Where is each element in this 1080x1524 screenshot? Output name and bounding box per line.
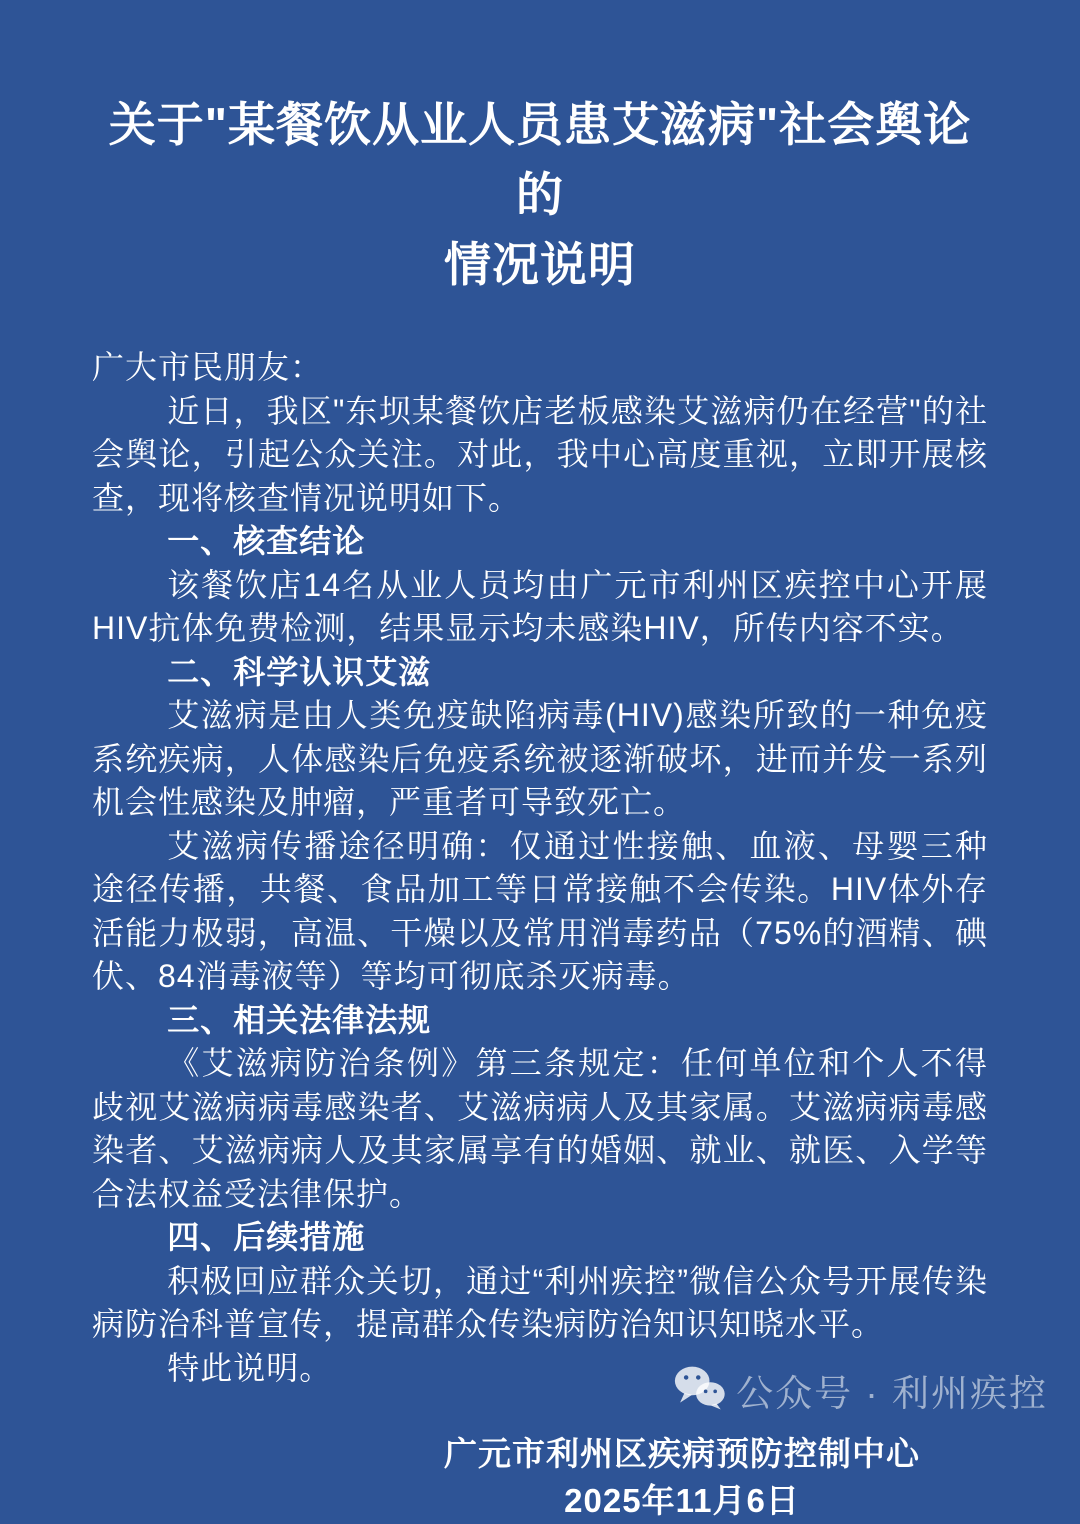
section-heading-2: 二、科学认识艾滋 (167, 653, 432, 690)
signature-date: 2025年11月6日 (564, 1482, 800, 1519)
wechat-icon (674, 1364, 726, 1410)
notice-title-line2: 情况说明 (444, 238, 636, 291)
section-heading-3: 三、相关法律法规 (167, 1001, 432, 1038)
paragraph-section-3: 《艾滋病防治条例》第三条规定：任何单位和个人不得歧视艾滋病病毒感染者、艾滋病病人及其家属。艾滋病病毒感染者、艾滋病病人及其家属享有的婚姻、就业、就医、入学等合法权益受法律保护。 (92, 1045, 988, 1212)
paragraph-section-2a: 艾滋病是由人类免疫缺陷病毒(HIV)感染所致的一种免疫系统疾病，人体感染后免疫系统被逐渐破坏，进而并发一系列机会性感染及肿瘤，严重者可导致死亡。 (92, 697, 988, 820)
notice-title-line1: 关于"某餐饮从业人员患艾滋病"社会舆论的 (108, 98, 972, 221)
paragraph-section-2b: 艾滋病传播途径明确：仅通过性接触、血液、母婴三种途径传播，共餐、食品加工等日常接触不会传染。HIV体外存活能力极弱，高温、干燥以及常用消毒药品（75%的酒精、碘伏、84消毒液等）等均可彻底杀灭病毒。 (92, 827, 988, 994)
greeting-line: 广大市民朋友： (92, 349, 324, 385)
section-heading-4: 四、后续措施 (167, 1219, 366, 1255)
signature-org: 广元市利州区疾病预防控制中心 (444, 1435, 920, 1472)
section-heading-1: 一、核查结论 (167, 523, 366, 559)
paragraph-section-1: 该餐饮店14名从业人员均由广元市利州区疾控中心开展HIV抗体免费检测，结果显示均未感染HIV，所传内容不实。 (92, 566, 988, 646)
paragraph-section-4: 积极回应群众关切，通过“利州疾控”微信公众号开展传染病防治科普宣传，提高群众传染病防治知识知晓水平。 (92, 1262, 988, 1342)
watermark-text: 公众号 · 利州疾控 (736, 1373, 1048, 1414)
paragraph-intro: 近日，我区"东坝某餐饮店老板感染艾滋病仍在经营"的社会舆论，引起公众关注。对此，我中心高度重视，立即开展核查，现将核查情况说明如下。 (92, 392, 988, 516)
closing-line: 特此说明。 (167, 1349, 333, 1386)
watermark (674, 1363, 1048, 1417)
notice-body (92, 346, 988, 1390)
signature-block (444, 1430, 920, 1524)
notice-title (92, 0, 988, 300)
